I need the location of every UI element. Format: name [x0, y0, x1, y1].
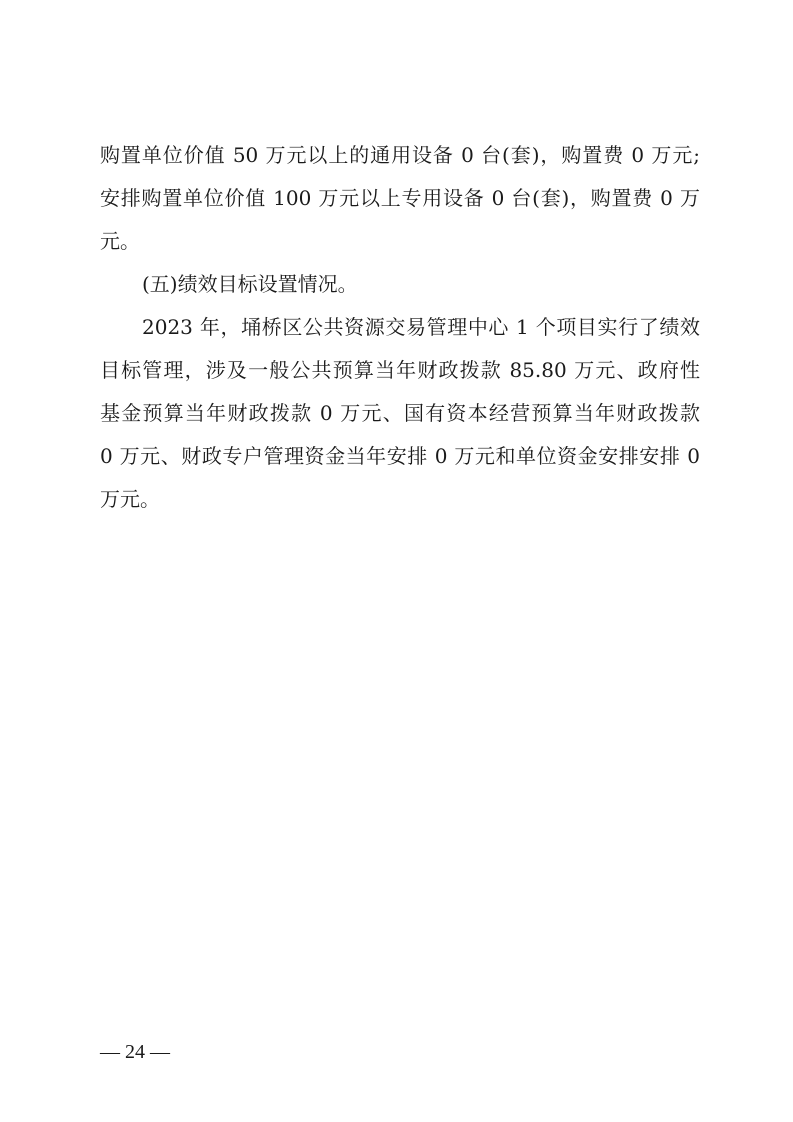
paragraph-3-line-4: 0 万元、财政专户管理资金当年安排 0 万元和单位资金安排安排 0	[100, 444, 700, 468]
paragraph-3-line-2: 目标管理，涉及一般公共预算当年财政拨款 85.80 万元、政府性	[100, 358, 700, 382]
paragraph-1-line-2: 安排购置单位价值 100 万元以上专用设备 0 台(套)，购置费 0 万	[100, 186, 700, 210]
paragraph-1-line-3: 元。	[100, 229, 140, 253]
paragraph-3-line-5: 万元。	[100, 487, 160, 511]
page-number: — 24 —	[100, 1041, 170, 1063]
paragraph-3-line-1: 2023 年，埇桥区公共资源交易管理中心 1 个项目实行了绩效	[142, 315, 700, 339]
section-heading-performance-goals: (五)绩效目标设置情况。	[142, 272, 358, 296]
paragraph-1-line-1: 购置单位价值 50 万元以上的通用设备 0 台(套)，购置费 0 万元;	[100, 143, 700, 167]
paragraph-3-line-3: 基金预算当年财政拨款 0 万元、国有资本经营预算当年财政拨款	[100, 401, 700, 425]
